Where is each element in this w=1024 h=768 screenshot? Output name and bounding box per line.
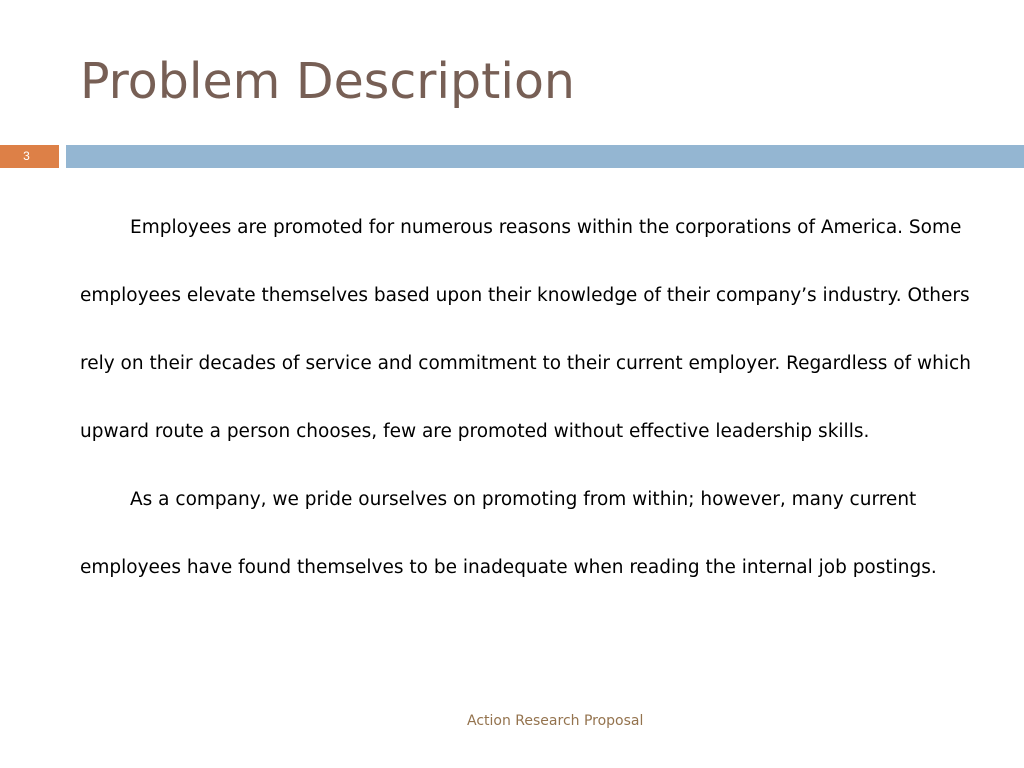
title-divider-bar	[66, 145, 1024, 168]
body-paragraph: As a company, we pride ourselves on promoting from within; however, many current employees have found themselves to be inadequate when reading the internal job postings.	[80, 489, 937, 578]
slide-number: 3	[23, 149, 30, 163]
slide-body	[80, 194, 980, 602]
slide-title: Problem Description	[80, 53, 575, 110]
slide-footer: Action Research Proposal	[467, 713, 644, 729]
body-paragraph: Employees are promoted for numerous reasons within the corporations of America. Some employees elevate themselves based upon their knowledge of their company’s industry. Others rely on their decades of service and commitment to their current employer. Regardless of which upward route a person chooses, few are promoted without effective leadership skills.	[80, 217, 971, 442]
